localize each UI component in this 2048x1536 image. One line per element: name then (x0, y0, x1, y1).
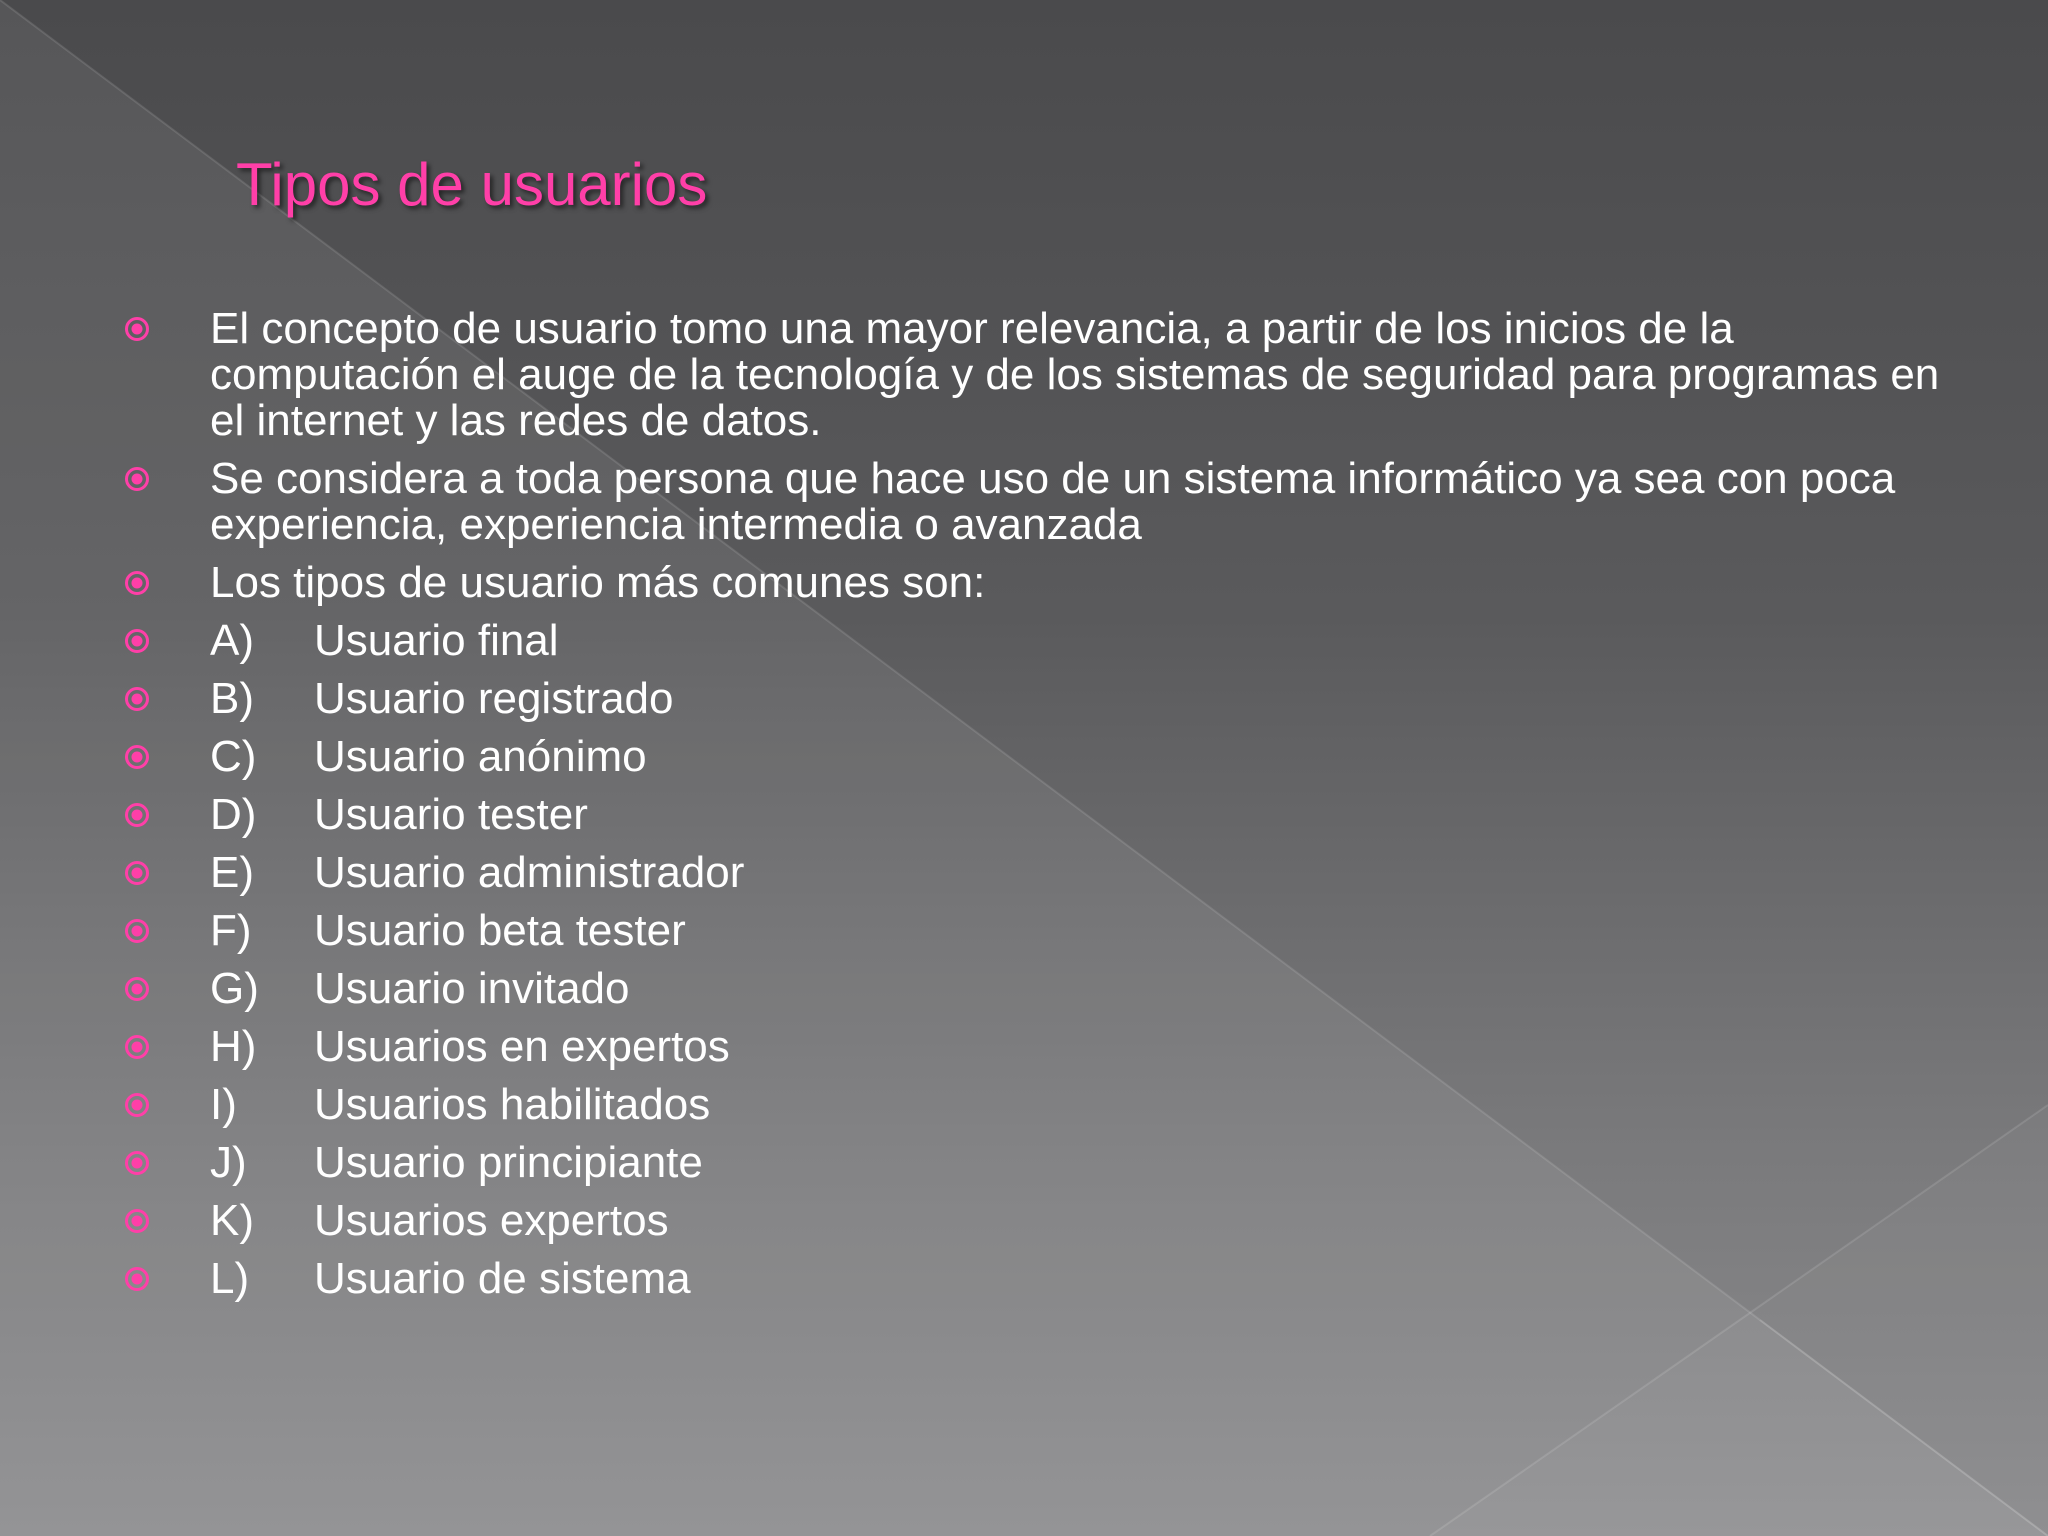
item-letter: D) (210, 790, 257, 839)
item-text: Usuario invitado (314, 964, 630, 1013)
list-item (0, 792, 2048, 838)
list-item (0, 1082, 2048, 1128)
list-item (0, 966, 2048, 1012)
paragraph-text: El concepto de usuario tomo una mayor relevancia, a partir de los inicios de la computación el auge de la tecnología y de los sistemas de seguridad para programas en el internet y las redes de datos. (210, 304, 1940, 445)
list-item (0, 908, 2048, 954)
circle-dot-icon (124, 1208, 150, 1234)
paragraph-text: Los tipos de usuario más comunes son: (210, 558, 986, 607)
item-text: Usuarios habilitados (314, 1080, 711, 1129)
list-item (0, 1024, 2048, 1070)
list-item (0, 1198, 2048, 1244)
item-letter: K) (210, 1196, 254, 1245)
item-text: Usuario registrado (314, 674, 674, 723)
circle-dot-icon (124, 918, 150, 944)
circle-dot-icon (124, 976, 150, 1002)
item-text: Usuario administrador (314, 848, 745, 897)
item-text: Usuario principiante (314, 1138, 703, 1187)
item-letter: B) (210, 674, 254, 723)
item-text: Usuario anónimo (314, 732, 647, 781)
circle-dot-icon (124, 1266, 150, 1292)
item-letter: C) (210, 732, 257, 781)
circle-dot-icon (124, 466, 150, 492)
item-letter: H) (210, 1022, 257, 1071)
circle-dot-icon (124, 1150, 150, 1176)
item-letter: A) (210, 616, 254, 665)
item-text: Usuario beta tester (314, 906, 686, 955)
list-item (0, 1140, 2048, 1186)
item-letter: J) (210, 1138, 247, 1187)
circle-dot-icon (124, 1034, 150, 1060)
circle-dot-icon (124, 570, 150, 596)
list-item (0, 676, 2048, 722)
item-letter: L) (210, 1254, 250, 1303)
item-letter: I) (210, 1080, 237, 1129)
circle-dot-icon (124, 802, 150, 828)
paragraph-text: Se considera a toda persona que hace uso de un sistema informático ya sea con poca experiencia, experiencia intermedia o avanzada (210, 454, 1896, 549)
bullet-paragraph (0, 560, 2048, 606)
circle-dot-icon (124, 686, 150, 712)
list-item (0, 1256, 2048, 1302)
circle-dot-icon (124, 628, 150, 654)
list-item (0, 734, 2048, 780)
circle-dot-icon (124, 860, 150, 886)
bullet-list (0, 306, 2048, 1314)
item-letter: F) (210, 906, 252, 955)
item-letter: G) (210, 964, 259, 1013)
bullet-paragraph (0, 306, 2048, 444)
item-text: Usuario final (314, 616, 559, 665)
list-item (0, 618, 2048, 664)
circle-dot-icon (124, 316, 150, 342)
item-text: Usuarios expertos (314, 1196, 669, 1245)
item-text: Usuario de sistema (314, 1254, 691, 1303)
slide-title: Tipos de usuarios (236, 151, 708, 218)
item-text: Usuarios en expertos (314, 1022, 730, 1071)
bullet-paragraph (0, 456, 2048, 548)
circle-dot-icon (124, 1092, 150, 1118)
list-item (0, 850, 2048, 896)
circle-dot-icon (124, 744, 150, 770)
item-letter: E) (210, 848, 254, 897)
item-text: Usuario tester (314, 790, 588, 839)
